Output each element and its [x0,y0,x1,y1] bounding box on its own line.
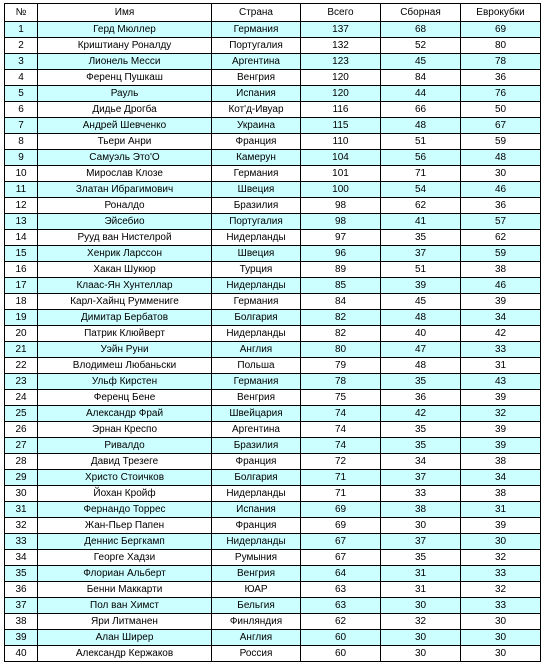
cell-total: 74 [301,438,381,454]
cell-total: 116 [301,102,381,118]
table-row [5,454,541,470]
cell-total: 82 [301,326,381,342]
table-row [5,86,541,102]
table-row [5,566,541,582]
table-row [5,310,541,326]
header-country: Страна [212,4,301,22]
cell-total: 72 [301,454,381,470]
cell-name: Флориан Альберт [38,566,212,582]
table-row [5,630,541,646]
cell-eurocups: 76 [461,86,541,102]
cell-total: 123 [301,54,381,70]
table-row [5,294,541,310]
cell-total: 89 [301,262,381,278]
cell-national-team: 84 [381,70,461,86]
cell-national-team: 33 [381,486,461,502]
table-row [5,486,541,502]
cell-number: 9 [5,150,38,166]
cell-name: Яри Литманен [38,614,212,630]
cell-national-team: 31 [381,566,461,582]
cell-name: Жан-Пьер Папен [38,518,212,534]
cell-eurocups: 46 [461,182,541,198]
cell-name: Ривалдо [38,438,212,454]
table-row [5,150,541,166]
cell-national-team: 62 [381,198,461,214]
cell-name: Рауль [38,86,212,102]
cell-total: 101 [301,166,381,182]
cell-number: 28 [5,454,38,470]
cell-total: 79 [301,358,381,374]
cell-total: 74 [301,406,381,422]
cell-number: 18 [5,294,38,310]
cell-national-team: 37 [381,470,461,486]
cell-number: 36 [5,582,38,598]
cell-number: 15 [5,246,38,262]
cell-national-team: 48 [381,118,461,134]
cell-country: Испания [212,86,301,102]
cell-national-team: 35 [381,422,461,438]
cell-national-team: 30 [381,646,461,662]
cell-name: Бенни Маккарти [38,582,212,598]
header-national-team: Сборная [381,4,461,22]
cell-eurocups: 43 [461,374,541,390]
cell-eurocups: 69 [461,22,541,38]
cell-number: 38 [5,614,38,630]
cell-total: 104 [301,150,381,166]
cell-country: Германия [212,22,301,38]
cell-national-team: 42 [381,406,461,422]
cell-total: 82 [301,310,381,326]
cell-national-team: 36 [381,390,461,406]
table-row [5,406,541,422]
table-row [5,358,541,374]
cell-country: Франция [212,518,301,534]
cell-eurocups: 36 [461,70,541,86]
cell-name: Андрей Шевченко [38,118,212,134]
cell-total: 132 [301,38,381,54]
cell-number: 4 [5,70,38,86]
table-row [5,438,541,454]
cell-country: Турция [212,262,301,278]
cell-number: 30 [5,486,38,502]
cell-eurocups: 32 [461,406,541,422]
cell-number: 11 [5,182,38,198]
cell-total: 62 [301,614,381,630]
cell-total: 74 [301,422,381,438]
cell-name: Уэйн Руни [38,342,212,358]
cell-name: Криштиану Роналду [38,38,212,54]
cell-name: Алан Ширер [38,630,212,646]
cell-total: 69 [301,518,381,534]
cell-number: 21 [5,342,38,358]
cell-eurocups: 32 [461,550,541,566]
table-row [5,198,541,214]
cell-eurocups: 57 [461,214,541,230]
cell-total: 97 [301,230,381,246]
cell-total: 137 [301,22,381,38]
cell-number: 16 [5,262,38,278]
cell-country: ЮАР [212,582,301,598]
cell-number: 17 [5,278,38,294]
cell-name: Карл-Хайнц Руммениге [38,294,212,310]
cell-country: Бразилия [212,438,301,454]
table-row [5,374,541,390]
cell-name: Фернандо Торрес [38,502,212,518]
cell-national-team: 56 [381,150,461,166]
cell-total: 60 [301,630,381,646]
cell-country: Болгария [212,310,301,326]
cell-eurocups: 39 [461,390,541,406]
cell-total: 60 [301,646,381,662]
cell-eurocups: 32 [461,582,541,598]
table-row [5,278,541,294]
cell-name: Лионель Месси [38,54,212,70]
cell-national-team: 35 [381,550,461,566]
cell-national-team: 48 [381,358,461,374]
cell-country: Болгария [212,470,301,486]
cell-number: 23 [5,374,38,390]
cell-national-team: 39 [381,278,461,294]
cell-country: Бразилия [212,198,301,214]
cell-number: 34 [5,550,38,566]
cell-country: Испания [212,502,301,518]
cell-number: 37 [5,598,38,614]
table-row [5,534,541,550]
table-row [5,70,541,86]
cell-eurocups: 36 [461,198,541,214]
cell-total: 80 [301,342,381,358]
cell-number: 32 [5,518,38,534]
cell-total: 100 [301,182,381,198]
cell-country: Германия [212,294,301,310]
cell-total: 64 [301,566,381,582]
cell-country: Венгрия [212,390,301,406]
cell-national-team: 66 [381,102,461,118]
cell-number: 13 [5,214,38,230]
cell-eurocups: 39 [461,438,541,454]
cell-eurocups: 34 [461,470,541,486]
cell-national-team: 52 [381,38,461,54]
cell-number: 33 [5,534,38,550]
cell-national-team: 34 [381,454,461,470]
cell-total: 78 [301,374,381,390]
cell-name: Христо Стоичков [38,470,212,486]
cell-national-team: 35 [381,230,461,246]
cell-eurocups: 33 [461,566,541,582]
table-row [5,422,541,438]
cell-number: 35 [5,566,38,582]
cell-name: Тьери Анри [38,134,212,150]
cell-total: 110 [301,134,381,150]
table-row [5,134,541,150]
cell-national-team: 71 [381,166,461,182]
cell-number: 6 [5,102,38,118]
header-name: Имя [38,4,212,22]
cell-national-team: 35 [381,374,461,390]
table-row [5,550,541,566]
cell-country: Нидерланды [212,534,301,550]
cell-country: Аргентина [212,422,301,438]
cell-national-team: 38 [381,502,461,518]
cell-eurocups: 38 [461,454,541,470]
table-row [5,102,541,118]
table-row [5,646,541,662]
table-row [5,246,541,262]
cell-eurocups: 46 [461,278,541,294]
cell-number: 8 [5,134,38,150]
cell-national-team: 54 [381,182,461,198]
cell-name: Дидье Дрогба [38,102,212,118]
cell-national-team: 44 [381,86,461,102]
cell-national-team: 35 [381,438,461,454]
cell-name: Хакан Шукюр [38,262,212,278]
cell-number: 3 [5,54,38,70]
table-row [5,262,541,278]
table-row [5,390,541,406]
table-row [5,54,541,70]
cell-total: 71 [301,470,381,486]
cell-country: Венгрия [212,566,301,582]
table-row [5,326,541,342]
table-body [5,22,541,662]
cell-country: Аргентина [212,54,301,70]
cell-country: Швейцария [212,406,301,422]
cell-eurocups: 33 [461,342,541,358]
cell-name: Димитар Бербатов [38,310,212,326]
cell-number: 2 [5,38,38,54]
header-row [5,4,541,22]
cell-country: Бельгия [212,598,301,614]
cell-name: Самуэль Это'О [38,150,212,166]
cell-name: Рууд ван Нистелрой [38,230,212,246]
cell-name: Ференц Бене [38,390,212,406]
cell-national-team: 51 [381,262,461,278]
cell-name: Александр Кержаков [38,646,212,662]
cell-national-team: 51 [381,134,461,150]
table-row [5,342,541,358]
cell-eurocups: 59 [461,246,541,262]
cell-country: Нидерланды [212,326,301,342]
table-row [5,182,541,198]
cell-eurocups: 30 [461,630,541,646]
cell-total: 63 [301,598,381,614]
cell-eurocups: 33 [461,598,541,614]
cell-name: Пол ван Химст [38,598,212,614]
cell-number: 5 [5,86,38,102]
cell-country: Германия [212,374,301,390]
cell-total: 71 [301,486,381,502]
cell-country: Англия [212,342,301,358]
cell-national-team: 48 [381,310,461,326]
table-row [5,598,541,614]
cell-eurocups: 38 [461,262,541,278]
cell-eurocups: 50 [461,102,541,118]
cell-national-team: 45 [381,54,461,70]
cell-national-team: 32 [381,614,461,630]
cell-total: 120 [301,70,381,86]
cell-name: Мирослав Клозе [38,166,212,182]
cell-name: Эрнан Креспо [38,422,212,438]
cell-country: Кот'д-Ивуар [212,102,301,118]
cell-name: Александр Фрай [38,406,212,422]
table-row [5,614,541,630]
cell-country: Франция [212,454,301,470]
cell-eurocups: 39 [461,518,541,534]
cell-country: Россия [212,646,301,662]
cell-number: 26 [5,422,38,438]
cell-country: Швеция [212,246,301,262]
cell-national-team: 37 [381,534,461,550]
cell-country: Польша [212,358,301,374]
cell-country: Германия [212,166,301,182]
cell-eurocups: 31 [461,358,541,374]
header-number: № [5,4,38,22]
cell-national-team: 40 [381,326,461,342]
cell-name: Давид Трезеге [38,454,212,470]
cell-total: 69 [301,502,381,518]
cell-total: 67 [301,550,381,566]
cell-number: 14 [5,230,38,246]
table-row [5,470,541,486]
cell-eurocups: 30 [461,646,541,662]
cell-eurocups: 30 [461,614,541,630]
cell-eurocups: 62 [461,230,541,246]
cell-number: 40 [5,646,38,662]
cell-country: Румыния [212,550,301,566]
cell-total: 85 [301,278,381,294]
cell-number: 24 [5,390,38,406]
cell-number: 1 [5,22,38,38]
cell-total: 67 [301,534,381,550]
cell-number: 29 [5,470,38,486]
cell-eurocups: 31 [461,502,541,518]
cell-name: Георге Хадзи [38,550,212,566]
cell-name: Герд Мюллер [38,22,212,38]
cell-country: Украина [212,118,301,134]
cell-number: 20 [5,326,38,342]
table-row [5,214,541,230]
cell-total: 75 [301,390,381,406]
cell-country: Швеция [212,182,301,198]
cell-number: 25 [5,406,38,422]
cell-name: Златан Ибрагимович [38,182,212,198]
cell-national-team: 31 [381,582,461,598]
cell-total: 115 [301,118,381,134]
cell-eurocups: 42 [461,326,541,342]
cell-name: Ференц Пушкаш [38,70,212,86]
cell-eurocups: 30 [461,534,541,550]
cell-national-team: 68 [381,22,461,38]
cell-name: Влодимеш Любаньски [38,358,212,374]
scorers-table [4,3,541,662]
cell-country: Камерун [212,150,301,166]
cell-number: 19 [5,310,38,326]
cell-eurocups: 30 [461,166,541,182]
cell-eurocups: 78 [461,54,541,70]
cell-eurocups: 48 [461,150,541,166]
cell-name: Роналдо [38,198,212,214]
cell-name: Патрик Клюйверт [38,326,212,342]
cell-national-team: 45 [381,294,461,310]
table-row [5,166,541,182]
cell-name: Клаас-Ян Хунтеллар [38,278,212,294]
cell-national-team: 30 [381,598,461,614]
header-eurocups: Еврокубки [461,4,541,22]
cell-eurocups: 67 [461,118,541,134]
cell-number: 10 [5,166,38,182]
cell-total: 63 [301,582,381,598]
cell-number: 12 [5,198,38,214]
cell-country: Нидерланды [212,278,301,294]
table-row [5,502,541,518]
cell-country: Франция [212,134,301,150]
table-row [5,118,541,134]
cell-number: 31 [5,502,38,518]
table-row [5,582,541,598]
cell-national-team: 30 [381,518,461,534]
cell-eurocups: 38 [461,486,541,502]
cell-country: Португалия [212,214,301,230]
cell-national-team: 37 [381,246,461,262]
table-row [5,230,541,246]
table-row [5,38,541,54]
cell-country: Нидерланды [212,230,301,246]
cell-country: Нидерланды [212,486,301,502]
cell-total: 120 [301,86,381,102]
cell-eurocups: 80 [461,38,541,54]
cell-eurocups: 34 [461,310,541,326]
cell-national-team: 41 [381,214,461,230]
cell-number: 7 [5,118,38,134]
cell-name: Эйсебио [38,214,212,230]
table-row [5,22,541,38]
cell-number: 22 [5,358,38,374]
cell-national-team: 30 [381,630,461,646]
cell-name: Йохан Кройф [38,486,212,502]
cell-country: Португалия [212,38,301,54]
cell-eurocups: 39 [461,422,541,438]
header-total: Всего [301,4,381,22]
cell-name: Деннис Бергкамп [38,534,212,550]
cell-total: 96 [301,246,381,262]
cell-country: Венгрия [212,70,301,86]
cell-name: Ульф Кирстен [38,374,212,390]
cell-total: 98 [301,198,381,214]
cell-eurocups: 59 [461,134,541,150]
cell-name: Хенрик Ларссон [38,246,212,262]
cell-national-team: 47 [381,342,461,358]
cell-total: 98 [301,214,381,230]
cell-number: 39 [5,630,38,646]
cell-country: Англия [212,630,301,646]
cell-total: 84 [301,294,381,310]
table-row [5,518,541,534]
cell-country: Финляндия [212,614,301,630]
cell-eurocups: 39 [461,294,541,310]
cell-number: 27 [5,438,38,454]
